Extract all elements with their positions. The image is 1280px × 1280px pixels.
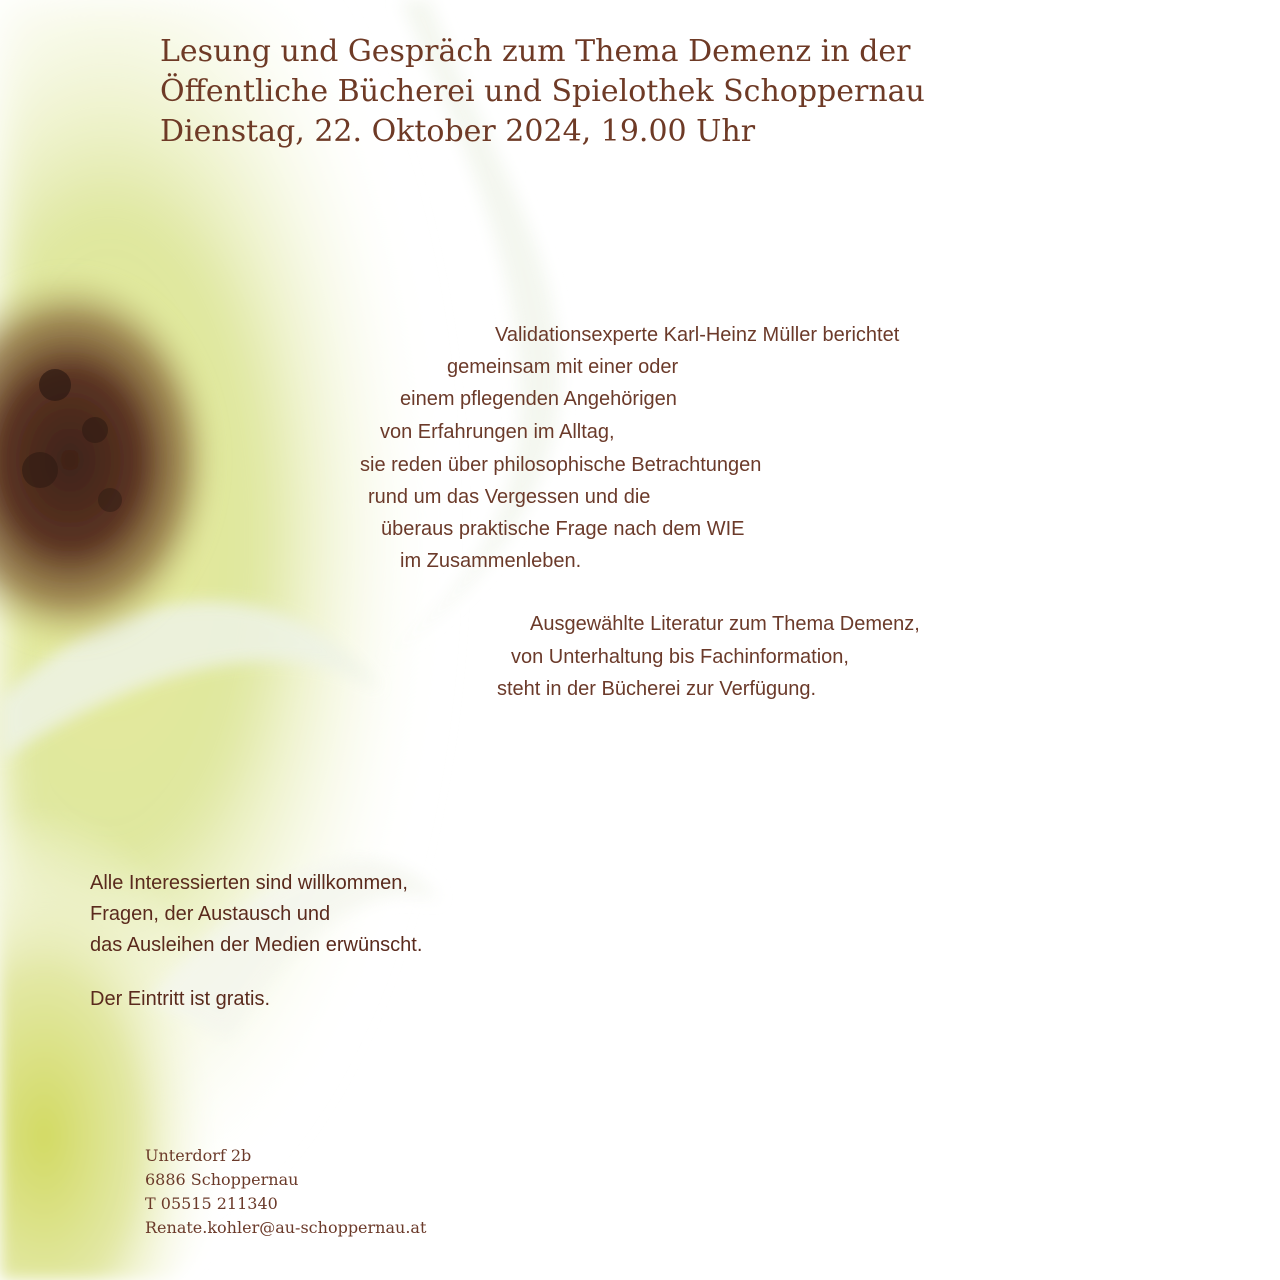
description-line-7: überaus praktische Frage nach dem WIE [381, 518, 745, 540]
welcome-line-3: das Ausleihen der Medien erwünscht. [90, 934, 423, 956]
welcome-text [90, 868, 422, 961]
description-line-3: einem pflegenden Angehörigen [400, 388, 677, 410]
address-phone: T 05515 211340 [145, 1194, 278, 1213]
contact-address [145, 1144, 426, 1240]
title-line-1: Lesung und Gespräch zum Thema Demenz in der [160, 34, 911, 69]
title-line-3-date: Dienstag, 22. Oktober 2024, 19.00 Uhr [160, 114, 756, 149]
description-line-6: rund um das Vergessen und die [368, 486, 651, 508]
literature-line-1: Ausgewählte Literatur zum Thema Demenz, [530, 613, 920, 635]
literature-line-2: von Unterhaltung bis Fachinformation, [511, 646, 849, 668]
welcome-line-2: Fragen, der Austausch und [90, 903, 331, 925]
description-line-4: von Erfahrungen im Alltag, [380, 421, 615, 443]
address-city: 6886 Schoppernau [145, 1170, 299, 1189]
description-line-2: gemeinsam mit einer oder [447, 356, 679, 378]
literature-line-3: steht in der Bücherei zur Verfügung. [497, 678, 817, 700]
entry-fee-text: Der Eintritt ist gratis. [90, 988, 271, 1010]
description-line-1: Validationsexperte Karl-Heinz Müller berichtet [495, 324, 900, 346]
description-line-5: sie reden über philosophische Betrachtungen [360, 454, 762, 476]
address-street: Unterdorf 2b [145, 1146, 252, 1165]
description-line-8: im Zusammenleben. [400, 550, 582, 572]
address-email[interactable]: Renate.kohler@au-schoppernau.at [145, 1218, 427, 1237]
event-title [160, 32, 925, 152]
welcome-line-1: Alle Interessierten sind willkommen, [90, 872, 408, 894]
title-line-2: Öffentliche Bücherei und Spielothek Schoppernau [160, 74, 925, 109]
